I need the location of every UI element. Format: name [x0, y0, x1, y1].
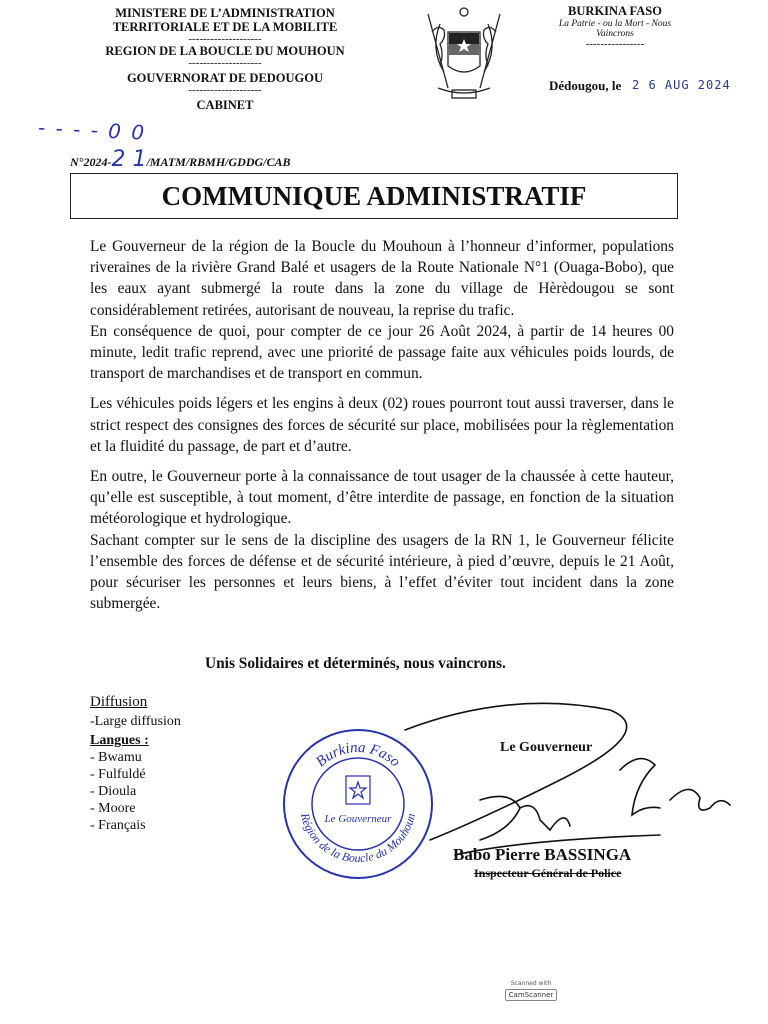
- header-separator: --------------------: [188, 57, 262, 69]
- header-separator: --------------------: [188, 33, 262, 45]
- communique-body: [90, 236, 674, 614]
- stamp-bottom-text: Région de la Boucle du Mouhoun: [297, 811, 419, 866]
- ministry-line-1: MINISTERE DE L’ADMINISTRATION: [115, 6, 335, 20]
- language-item: - Bwamu: [90, 750, 142, 765]
- country-header: [540, 4, 690, 49]
- diffusion-heading: Diffusion: [90, 694, 148, 710]
- paragraph: Sachant compter sur le sens de la discipline des usagers de la RN 1, le Gouverneur félicite l’ensemble des forces de défense et de sécurité intérieure, à pied d’œuvre, depuis le 21 Août, pour sécuriser les personnes et leurs biens, à l’effet d’éviter tout incident dans la zone submergée.: [90, 531, 674, 613]
- region-name: REGION DE LA BOUCLE DU MOUHOUN: [105, 44, 345, 58]
- signatory-rank: Inspecteur Général de Police: [474, 866, 622, 880]
- paragraph: En outre, le Gouverneur porte à la connaissance de tout usager de la chaussée à cette hauteur, qu’elle est susceptible, à tout moment, d’être interdite de passage, en fonction de la situation météorologique et hydrologique.: [90, 468, 674, 528]
- signatory-role: Le Gouverneur: [500, 740, 593, 755]
- handwritten-mark: - - - - 0 0: [37, 115, 147, 145]
- gouvernorat-name: GOUVERNORAT DE DEDOUGOU: [126, 71, 324, 85]
- handwritten-number: 2 1: [111, 147, 147, 172]
- reference-suffix: /MATM/RBMH/GDDG/CAB: [146, 155, 291, 169]
- diffusion-block: [90, 694, 181, 834]
- scanner-watermark: [498, 980, 564, 1001]
- paragraph: Le Gouverneur de la région de la Boucle du Mouhoun à l’honneur d’informer, populations riveraines de la rivière Grand Balé et usagers de la Route Nationale N°1 (Ouaga-Bobo), que les eaux ayant submergé la route dans la zone du village de Hèrèdougou se sont considérablement retirées, autorisant de nouveau, la reprise du trafic.: [90, 238, 674, 319]
- language-item: - Français: [90, 818, 146, 833]
- stamp-top-text: Burkina Faso: [313, 739, 403, 771]
- language-item: - Dioula: [90, 784, 137, 799]
- paragraph: En conséquence de quoi, pour compter de ce jour 26 Août 2024, à partir de 14 heures 00 minute, ledit trafic reprend, avec une priorité de passage faite aux véhicules poids lourds, de transport de marchandises et de transport en commun.: [90, 322, 674, 383]
- ministry-header: [60, 6, 390, 112]
- document-title: COMMUNIQUE ADMINISTRATIF: [70, 173, 678, 219]
- country-name: BURKINA FASO: [568, 4, 662, 18]
- date-stamp: 2 6 AUG 2024: [632, 78, 731, 92]
- reference-number: [70, 147, 291, 172]
- stamp-inner-text: Le Gouverneur: [324, 813, 392, 825]
- header-separator: ----------------: [585, 38, 645, 50]
- cabinet-label: CABINET: [196, 98, 254, 112]
- coat-of-arms-icon: [418, 2, 510, 102]
- signatory-name: Babo Pierre BASSINGA: [453, 845, 632, 864]
- languages-heading: Langues :: [90, 733, 149, 748]
- ministry-line-2: TERRITORIALE ET DE LA MOBILITE: [112, 20, 338, 34]
- camscanner-logo-icon: CamScanner: [505, 989, 558, 1001]
- language-item: - Moore: [90, 801, 136, 816]
- paragraph: Les véhicules poids légers et les engins à deux (02) roues pourront tout aussi traverser, dans le strict respect des consignes des forces de sécurité sur place, mobilisées pour la règlementation et la fluidité du passage, de part et d’autre.: [90, 395, 674, 455]
- national-motto: La Patrie - ou la Mort - Nous Vaincrons: [558, 19, 672, 39]
- diffusion-item: -Large diffusion: [90, 714, 181, 729]
- language-item: - Fulfuldé: [90, 767, 146, 782]
- date-label: Dédougou, le: [549, 78, 622, 93]
- slogan: Unis Solidaires et déterminés, nous vaincrons.: [205, 655, 506, 672]
- scanner-line: Scanned with: [510, 980, 552, 987]
- header-separator: --------------------: [188, 84, 262, 96]
- reference-prefix: N°2024-: [70, 155, 112, 169]
